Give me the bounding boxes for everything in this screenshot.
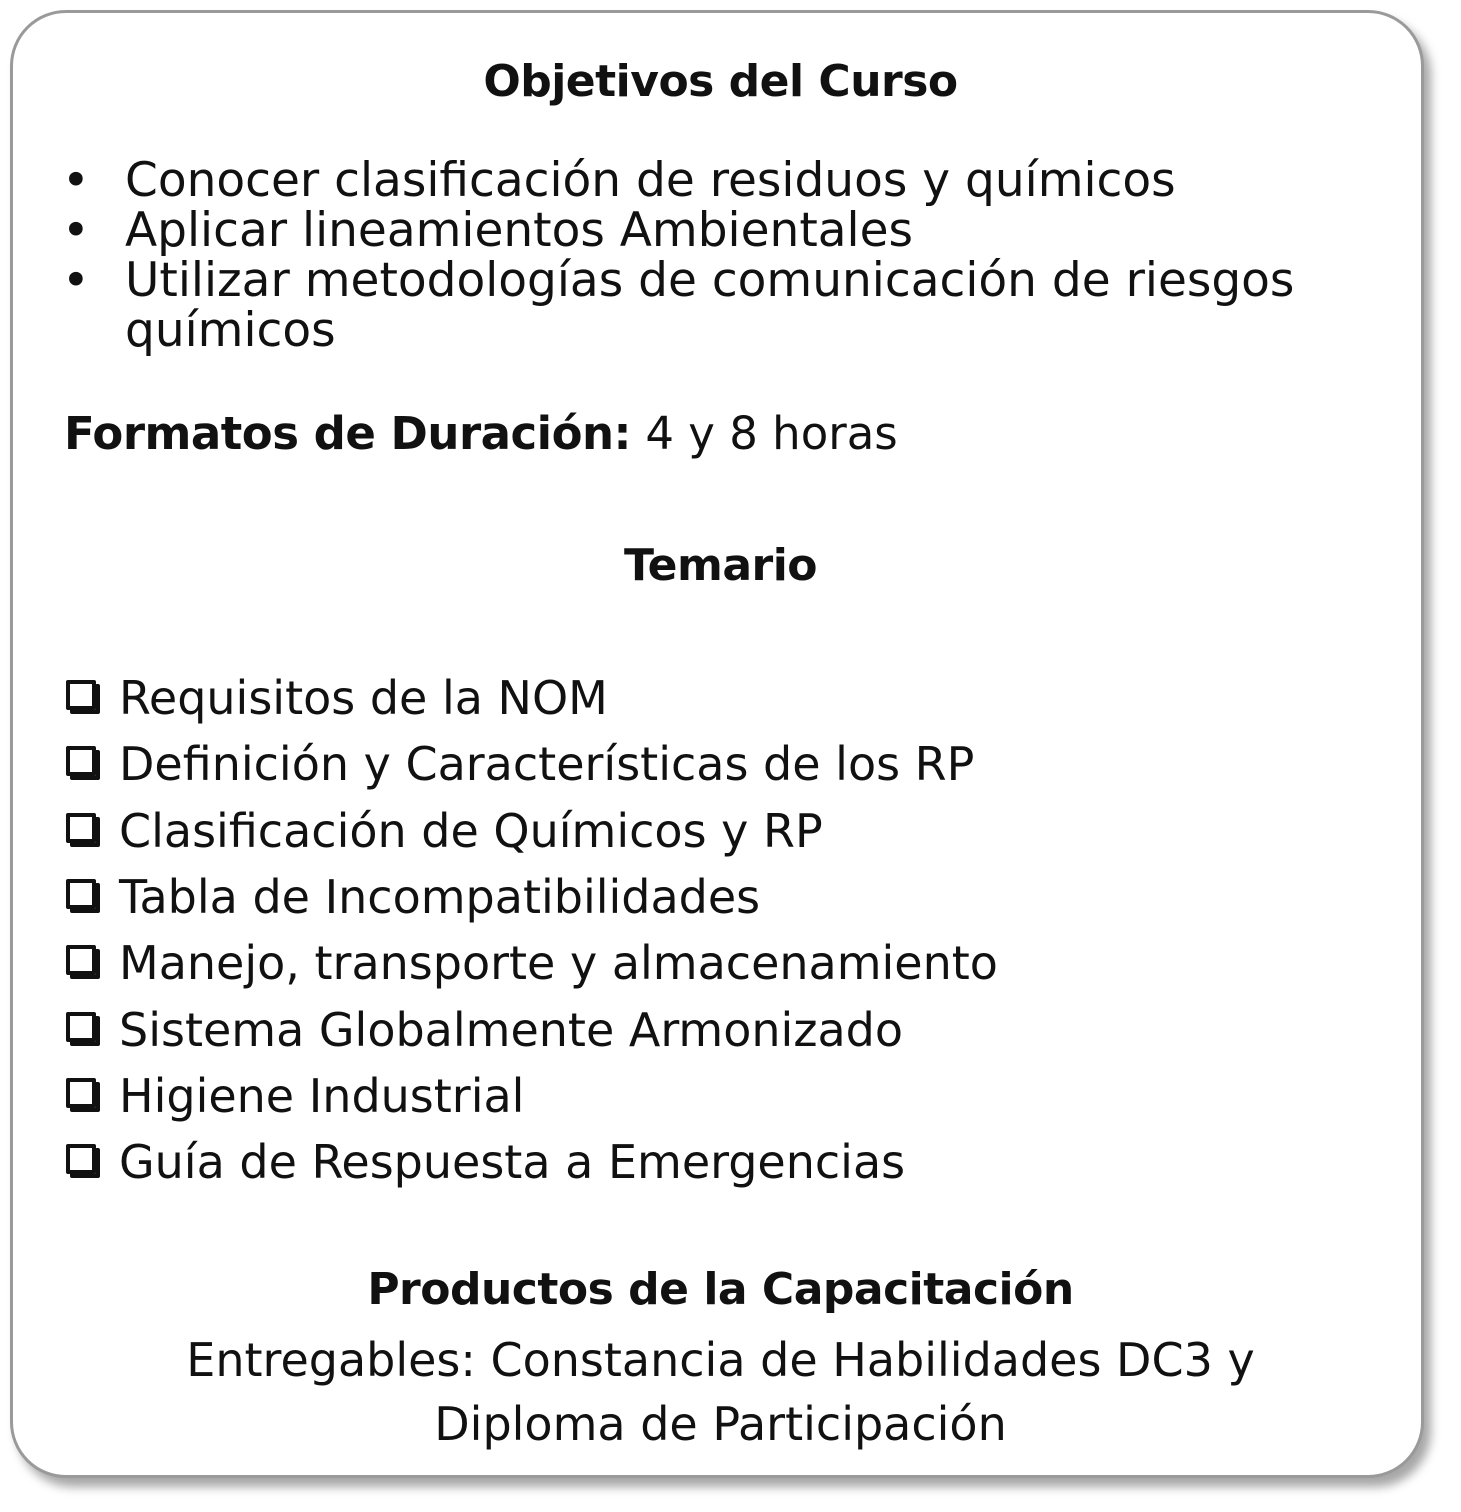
- temario-text: Guía de Respuesta a Emergencias: [119, 1135, 906, 1190]
- temario-text: Definición y Características de los RP: [119, 737, 975, 792]
- objetivos-list: [62, 153, 1362, 358]
- checkbox-icon: [66, 680, 96, 710]
- objetivo-text: Conocer clasificación de residuos y químicos: [125, 153, 1176, 208]
- temario-text: Clasificación de Químicos y RP: [119, 803, 823, 858]
- temario-heading: Temario: [623, 540, 818, 591]
- temario-item: [66, 1129, 998, 1195]
- objetivo-item: [62, 153, 1362, 208]
- checkbox-icon: [66, 945, 96, 975]
- checkbox-icon: [66, 1078, 96, 1108]
- temario-text: Tabla de Incompatibilidades: [119, 870, 761, 925]
- checkbox-icon: [66, 1012, 96, 1042]
- duracion-value: 4 y 8 horas: [631, 407, 898, 460]
- temario-item: [66, 1063, 998, 1129]
- entregables-line-2: Diploma de Participación: [434, 1397, 1007, 1451]
- temario-text: Higiene Industrial: [119, 1068, 525, 1123]
- temario-item: [66, 731, 998, 797]
- temario-item: [66, 665, 998, 731]
- productos-heading: Productos de la Capacitación: [367, 1264, 1074, 1315]
- checkbox-icon: [66, 746, 96, 776]
- temario-text: Manejo, transporte y almacenamiento: [119, 936, 998, 991]
- duracion-label: Formatos de Duración:: [64, 407, 632, 460]
- bullet-icon: •: [62, 253, 90, 308]
- bullet-icon: •: [62, 153, 90, 208]
- temario-list: [66, 665, 998, 1195]
- checkbox-icon: [66, 879, 96, 909]
- objetivo-item: [62, 203, 1362, 258]
- temario-text: Sistema Globalmente Armonizado: [119, 1002, 903, 1057]
- temario-item: [66, 930, 998, 996]
- entregables-text: [0, 1328, 1441, 1456]
- objetivos-heading: Objetivos del Curso: [483, 56, 958, 107]
- entregables-line-1: Entregables: Constancia de Habilidades DC3 y: [186, 1333, 1255, 1387]
- objetivo-text: Aplicar lineamientos Ambientales: [125, 203, 914, 258]
- temario-text: Requisitos de la NOM: [119, 671, 608, 726]
- checkbox-icon: [66, 813, 96, 843]
- duracion-line: [64, 406, 898, 462]
- temario-item: [66, 864, 998, 930]
- objetivo-item: [62, 253, 1362, 358]
- temario-item: [66, 996, 998, 1062]
- bullet-icon: •: [62, 203, 90, 258]
- objetivo-text: Utilizar metodologías de comunicación de riesgos químicos: [125, 253, 1295, 358]
- checkbox-icon: [66, 1144, 96, 1174]
- temario-item: [66, 798, 998, 864]
